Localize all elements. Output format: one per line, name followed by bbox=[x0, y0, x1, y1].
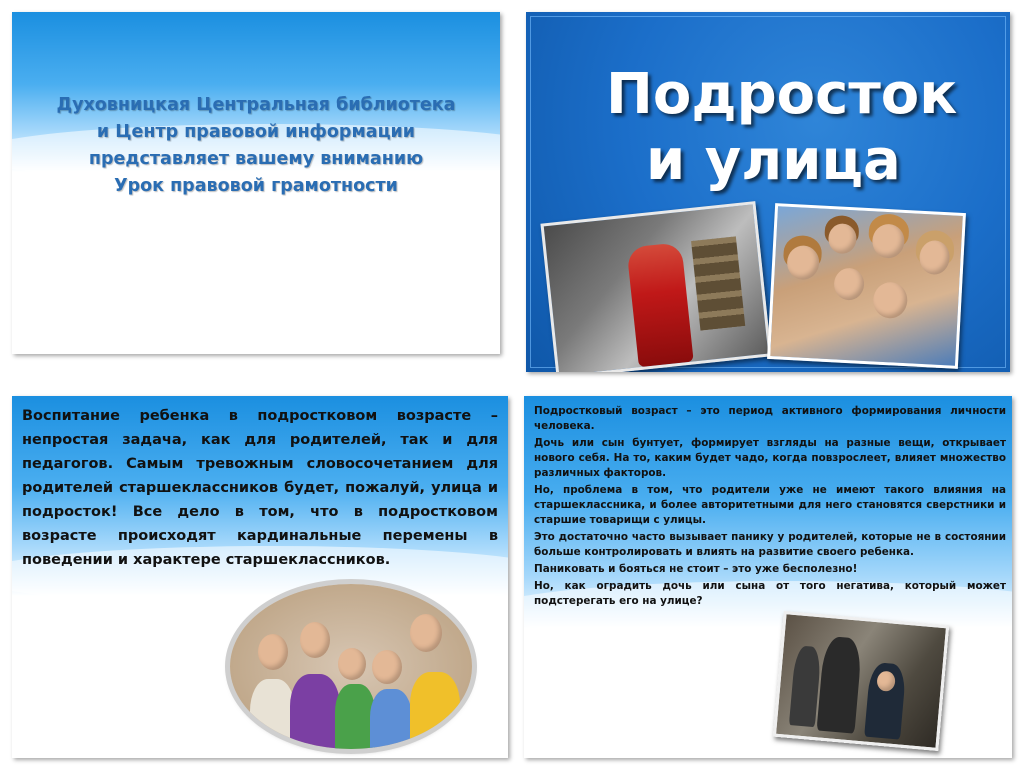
face-shape bbox=[919, 240, 951, 276]
paragraph: Это достаточно часто вызывает панику у родителей, которые не в состоянии больше контролировать и влиять на развитие своего ребенка. bbox=[534, 531, 1006, 559]
face-shape bbox=[258, 634, 288, 670]
paragraph: Паниковать и бояться не стоит – это уже бесполезно! bbox=[534, 563, 858, 576]
photo-teen-group-oval bbox=[230, 584, 472, 749]
shelf-shape bbox=[691, 236, 745, 330]
shirt-shape bbox=[335, 684, 375, 749]
intro-title-line: Урок правовой грамотности bbox=[114, 176, 398, 196]
paragraph: Подростковый возраст – это период активного формирования личности человека. bbox=[534, 405, 1006, 433]
main-title-line: Подросток bbox=[606, 62, 958, 127]
slide-intro bbox=[12, 12, 500, 354]
girl-figure bbox=[626, 242, 693, 367]
face-shape bbox=[833, 267, 865, 301]
main-title bbox=[606, 62, 966, 194]
paragraph: Дочь или сын бунтует, формирует взгляды на разные вещи, открывает нового себя. На то, каким будет чадо, когда повзрослеет, влияет множество различных факторов. bbox=[534, 436, 1006, 480]
face-shape bbox=[872, 223, 906, 259]
intro-title-line: представляет вашему вниманию bbox=[88, 149, 424, 169]
shirt-shape bbox=[370, 689, 412, 749]
face-shape bbox=[410, 614, 442, 652]
paragraph: Но, проблема в том, что родители уже не имеют такого влияния на старшеклассника, и более авторитетными для него становятся сверстники и старшие товарищи с улицы. bbox=[534, 484, 1006, 527]
slide-title bbox=[526, 12, 1010, 372]
hooded-figure bbox=[817, 636, 863, 734]
face-shape bbox=[828, 223, 858, 254]
intro-title-line: Духовницкая Центральная библиотека bbox=[56, 95, 456, 115]
face-shape bbox=[300, 622, 330, 658]
shirt-shape bbox=[290, 674, 340, 749]
paragraph: Но, как оградить дочь или сына от того негатива, который может подстерегать его на улице? bbox=[534, 579, 1006, 607]
face-shape bbox=[872, 281, 908, 319]
adolescence-text bbox=[534, 404, 1006, 611]
intro-title bbox=[12, 92, 500, 200]
main-title-line: и улица bbox=[646, 128, 901, 193]
slide-adolescence bbox=[524, 396, 1012, 758]
face-shape bbox=[786, 245, 820, 281]
intro-title-line: и Центр правовой информации bbox=[96, 122, 416, 142]
shirt-shape bbox=[410, 672, 460, 749]
photo-street-robbery bbox=[773, 611, 949, 751]
shirt-shape bbox=[250, 679, 295, 749]
upbringing-text: Воспитание ребенка в подростковом возрасте – непростая задача, как для родителей, так и для педагогов. Самым тревожным словосочетанием для родителей старшеклассников будет, пожалуй, улица и подросток! Все дело в том, что в подростковом возрасте происходят кардинальные перемены в поведении и характере старшеклассников. bbox=[22, 408, 498, 568]
face-shape bbox=[372, 650, 402, 684]
face-shape bbox=[338, 648, 366, 680]
slide-upbringing bbox=[12, 396, 508, 758]
photo-girl-in-red bbox=[540, 201, 771, 372]
photo-group-of-children bbox=[767, 203, 966, 369]
